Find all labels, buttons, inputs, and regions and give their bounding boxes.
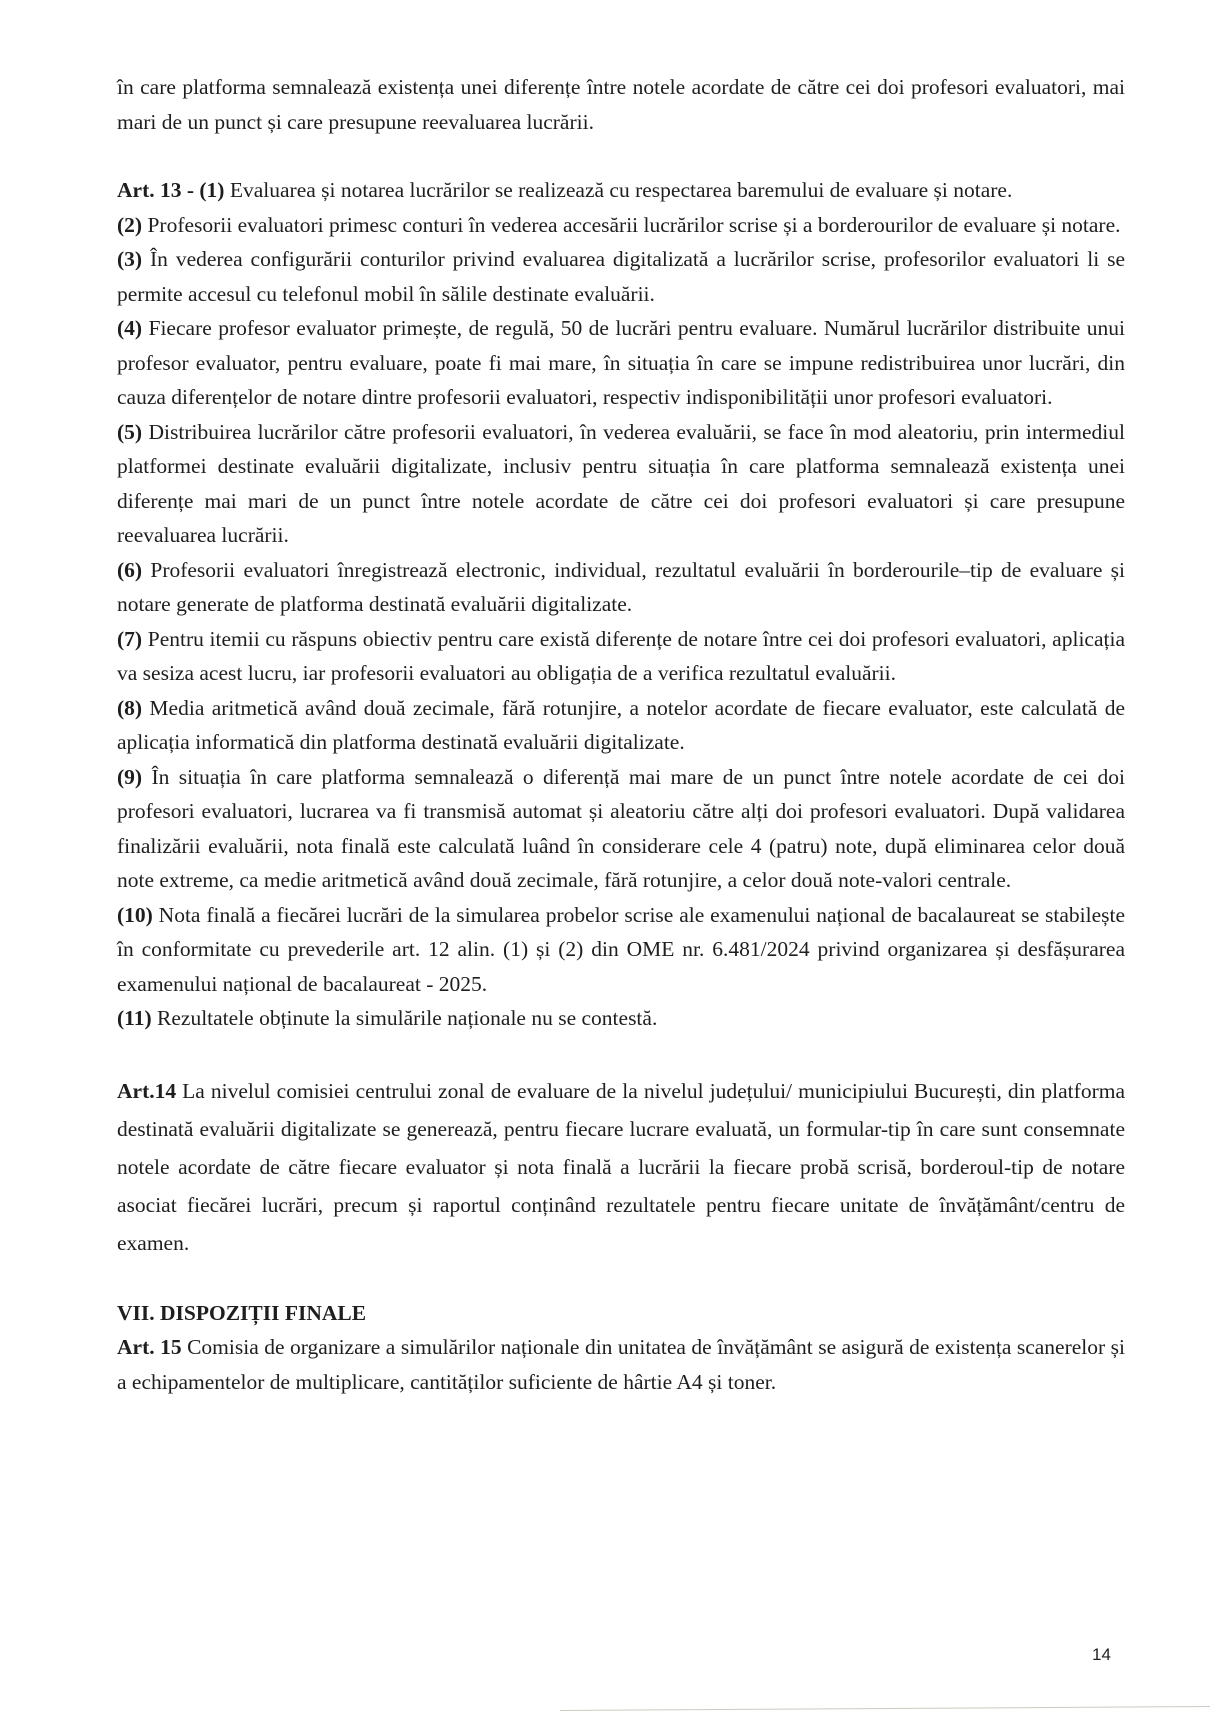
art13-para-3: [117, 242, 1125, 311]
art13-para-2: [117, 208, 1125, 243]
para-text: Nota finală a fiecărei lucrări de la simularea probelor scrise ale examenului național de bacalaureat se stabilește în conformitate cu prevederile art. 12 alin. (1) și (2) din OME nr. 6.481/2024 privind organizarea și desfășurarea examenului național de bacalaureat - 2025.: [117, 902, 1125, 996]
page-number: 14: [1092, 1645, 1111, 1664]
article-14: [117, 1072, 1125, 1262]
para-number: (11): [117, 1006, 152, 1030]
para-text: Fiecare profesor evaluator primește, de regulă, 50 de lucrări pentru evaluare. Numărul lucrărilor distribuite unui profesor evaluator, pentru evaluare, poate fi mai mare, în situația în care se impune redistribuirea unor lucrări, din cauza diferențelor de notare dintre profesorii evaluatori, respectiv indisponibilității unor profesori evaluatori.: [117, 316, 1125, 409]
document-page: [117, 70, 1125, 1399]
art15-label: Art. 15: [117, 1335, 182, 1359]
art13-para-10: [117, 898, 1125, 1002]
para-text: Pentru itemii cu răspuns obiectiv pentru care există diferențe de notare între cei doi profesori evaluatori, aplicația va sesiza acest lucru, iar profesorii evaluatori au obligația de a verifica rezultatul evaluării.: [117, 626, 1125, 685]
para-number: (1): [199, 178, 225, 202]
para-text: În situația în care platforma semnalează o diferență mai mare de un punct între notele acordate de cei doi profesori evaluatori, lucrarea va fi transmisă automat și aleatoriu către alți doi profesori evaluatori. După validarea finalizării evaluării, nota finală este calculată luând în considerare cele 4 (patru) note, după eliminarea celor două note extreme, ca medie aritmetică având două zecimale, fără rotunjire, a celor două note-valori centrale.: [117, 764, 1125, 892]
art15-text: [117, 1330, 1125, 1399]
art13-para-11: [117, 1001, 1125, 1036]
section-title: VII. DISPOZIȚII FINALE: [117, 1300, 367, 1325]
article-13: [117, 173, 1125, 1036]
para-text: Media aritmetică având două zecimale, fără rotunjire, a notelor acordate de fiecare evaluator, este calculată de aplicația informatică din platforma destinată evaluării digitalizate.: [117, 695, 1125, 754]
art14-body: La nivelul comisiei centrului zonal de evaluare de la nivelul județului/ municipiului București, din platforma destinată evaluării digitalizate se generează, pentru fiecare lucrare evaluată, un formular-tip în care sunt consemnate notele acordate de către fiecare evaluator și nota finală a lucrării la fiecare probă scrisă, borderoul-tip de notare asociat fiecărei lucrări, precum și raportul conținând rezultatele pentru fiecare unitate de învățământ/centru de examen.: [117, 1078, 1125, 1255]
art13-para-4: [117, 311, 1125, 415]
para-text: Profesorii evaluatori primesc conturi în vederea accesării lucrărilor scrise și a borderourilor de evaluare și notare.: [142, 212, 1121, 237]
para-text: Distribuirea lucrărilor către profesorii evaluatori, în vederea evaluării, se face în mod aleatoriu, prin intermediul platformei destinate evaluării digitalizate, inclusiv pentru situația în care platforma semnalează existența unei diferențe mai mari de un punct între notele acordate de către cei doi profesori evaluatori și care presupune reevaluarea lucrării.: [117, 419, 1125, 547]
para-number: (9): [117, 764, 143, 789]
art14-label: Art.14: [117, 1078, 177, 1103]
art13-label: Art. 13 -: [117, 178, 195, 202]
para-number: (5): [117, 419, 143, 444]
para-number: (6): [117, 557, 143, 582]
para-number: (10): [117, 902, 153, 927]
para-number: (8): [117, 695, 143, 720]
art13-para-8: [117, 691, 1125, 760]
art13-para-9: [117, 760, 1125, 898]
para-text: Profesorii evaluatori înregistrează electronic, individual, rezultatul evaluării în borderourile–tip de evaluare și notare generate de platforma destinată evaluării digitalizate.: [117, 557, 1125, 616]
art14-text: [117, 1072, 1125, 1262]
article-15: [117, 1330, 1125, 1399]
para-number: (3): [117, 247, 143, 271]
para-text: Rezultatele obținute la simulările naționale nu se contestă.: [151, 1006, 658, 1030]
art13-para-1: [117, 173, 1125, 208]
bottom-divider: [560, 1706, 1210, 1711]
para-number: (7): [117, 626, 143, 651]
para-text: Evaluarea și notarea lucrărilor se realizează cu respectarea baremului de evaluare și notare.: [224, 178, 1013, 202]
art13-para-7: [117, 622, 1125, 691]
art15-body: Comisia de organizare a simulărilor naționale din unitatea de învățământ se asigură de existența scanerelor și a echipamentelor de multiplicare, cantităților suficiente de hârtie A4 și toner.: [117, 1335, 1125, 1394]
continuation-paragraph: în care platforma semnalează existența unei diferențe între notele acordate de către cei doi profesori evaluatori, mai mari de un punct și care presupune reevaluarea lucrării.: [117, 75, 1125, 134]
para-number: (4): [117, 316, 143, 340]
art13-para-5: [117, 415, 1125, 553]
para-text: În vederea configurării conturilor privind evaluarea digitalizată a lucrărilor scrise, profesorilor evaluatori li se permite accesul cu telefonul mobil în sălile destinate evaluării.: [117, 247, 1125, 306]
art13-para-6: [117, 553, 1125, 622]
para-number: (2): [117, 212, 143, 237]
